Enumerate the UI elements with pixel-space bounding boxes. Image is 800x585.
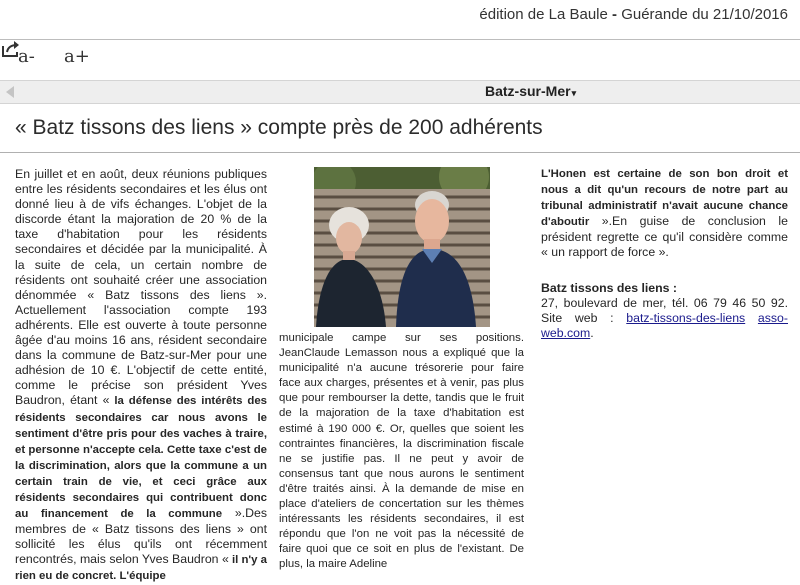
association-address: 27, boulevard de mer, tél. 06 79 46 50 92. Site web :	[541, 295, 788, 325]
col2-text: municipale campe sur ses positions. JeanClaude Lemasson nous a expliqué que la municipalité n'a aucune trésorerie pour faire face aux charges, présentes et à venir, pas plus que pour rembourser la dette, tandis que le fruit de la majoration de la taxe d'habitation est estimé à 190 000 €. Or, quelles que soient les contraintes financières, la discrimination fiscale ne se justifie pas. Il ne peut y avoir de consensus tant que nous aurons le sentiment d'être traités ainsi. À la demande de mise en place d'ateliers de concertation sur les thèmes intéressants les résidents secondaires, il est répondu que l'on ne voit pas la nécessité de faire quoi que ce soit en plus de l'existant. De plus, la maire Adeline	[279, 332, 524, 571]
edition-prefix: édition de La Baule	[479, 6, 608, 23]
previous-arrow-icon[interactable]	[6, 86, 14, 98]
divider	[0, 152, 800, 153]
caret-down-icon: ▾	[571, 88, 577, 98]
section-label: Batz-sur-Mer	[485, 83, 571, 99]
col1-text: En juillet et en août, deux réunions publiques entre les résidents secondaires et les élus ont donné lieu à de vifs échanges. L'objet de la discorde étant la majoration de 20 % de la taxe d'habitation pour les résidents secondaires et décidée par la municipalité. À la suite de cela, un certain nombre de résidents ont souhaité créer une association dénommée « Batz tissons des liens ». Actuellement l'association compte 193 adhérents. Elle est ouverte à toute personne âgée d'au moins 16 ans, résident secondaire dans la commune de Batz-sur-Mer pour une adhésion de 10 €. L'objectif de cette entité, comme le précise son président Yves Baudron, étant «	[15, 167, 267, 408]
asso-web-link[interactable]: asso-web.com	[541, 310, 788, 340]
link-end: .	[590, 325, 594, 340]
website-link[interactable]: batz-tissons-des-liens	[626, 310, 746, 325]
article-photo	[314, 167, 490, 327]
col1-text-end: ».Des membres de « Batz tissons des liens » ont sollicité les élus qu'ils ont récemment rencontrés, mais selon Yves Baudron «	[15, 506, 267, 567]
association-name: Batz tissons des liens :	[541, 280, 677, 295]
decrease-font-button[interactable]: a-	[18, 46, 35, 67]
article-column-3	[541, 166, 788, 341]
section-dropdown[interactable]	[485, 83, 576, 99]
col3-text: ».En guise de conclusion le président regrette ce qu'il considère comme « un rapport de force ».	[541, 214, 788, 260]
edition-separator: -	[607, 6, 622, 23]
photo-illustration	[314, 167, 490, 327]
section-navbar	[0, 80, 800, 104]
article-column-1	[15, 167, 267, 585]
increase-font-button[interactable]: a+	[64, 46, 90, 67]
col1-quote-tail: il n'y a rien eu de concret. L'équipe	[15, 554, 267, 583]
article-title: « Batz tissons des liens » compte près de 200 adhérents	[15, 116, 543, 139]
toolbar	[0, 39, 800, 75]
article-column-2	[279, 331, 524, 573]
col1-quote: la défense des intérêts des résidents secondaires car nous avons le sentiment d'être pris pour des vaches à traire, et personne n'accepte cela. Cette taxe c'est de la discrimination, alors que la commune a un certain train de vie, et ceci grâce aux résidents secondaires qui contribuent donc au financement de la commune	[15, 395, 267, 521]
col3-quote: L'Honen est certaine de son bon droit et nous a dit qu'un recours de notre part au tribunal administratif n'avait aucune chance d'aboutir	[541, 168, 788, 229]
edition-label	[479, 6, 788, 23]
edition-suffix: Guérande du 21/10/2016	[621, 6, 788, 23]
